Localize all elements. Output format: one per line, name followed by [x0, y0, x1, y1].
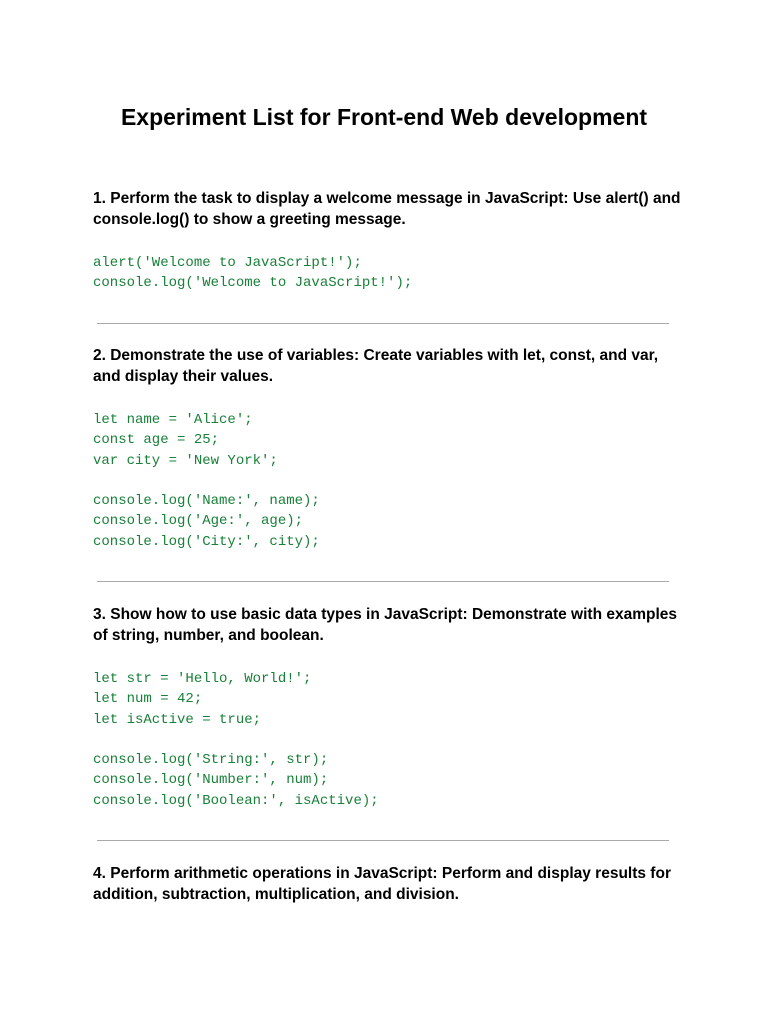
section-2-heading: 2. Demonstrate the use of variables: Create variables with let, const, and var, and display their values.: [93, 347, 659, 385]
section-3-code-block: [93, 669, 379, 811]
section-4-heading: 4. Perform arithmetic operations in JavaScript: Perform and display results for addition, subtraction, multiplication, and division.: [93, 865, 671, 903]
section-1-heading: 1. Perform the task to display a welcome message in JavaScript: Use alert() and console.log() to show a greeting message.: [93, 190, 681, 228]
code-line: console.log('Boolean:', isActive);: [93, 792, 379, 809]
document-title: Experiment List for Front-end Web development: [120, 104, 648, 130]
code-line: console.log('Age:', age);: [93, 513, 304, 530]
code-line: console.log('City:', city);: [93, 533, 320, 550]
code-line: console.log('Name:', name);: [93, 493, 320, 510]
code-line: let isActive = true;: [93, 711, 262, 728]
section-2-code-block: [93, 410, 320, 552]
code-line: [93, 730, 379, 750]
section-divider: [97, 323, 669, 324]
code-line: var city = 'New York';: [93, 452, 278, 469]
code-line: console.log('Welcome to JavaScript!');: [93, 275, 413, 292]
section-divider: [97, 840, 669, 841]
code-line: [93, 471, 320, 491]
code-line: let name = 'Alice';: [93, 412, 253, 428]
section-divider: [97, 581, 669, 582]
code-line: alert('Welcome to JavaScript!');: [93, 255, 362, 271]
code-line: let num = 42;: [93, 691, 203, 708]
section-1-code-block: [93, 253, 412, 294]
code-line: console.log('String:', str);: [93, 752, 329, 769]
code-line: console.log('Number:', num);: [93, 772, 329, 789]
code-line: let str = 'Hello, World!';: [93, 671, 312, 687]
code-line: const age = 25;: [93, 432, 220, 449]
section-3-heading: 3. Show how to use basic data types in JavaScript: Demonstrate with examples of string, number, and boolean.: [93, 606, 678, 644]
